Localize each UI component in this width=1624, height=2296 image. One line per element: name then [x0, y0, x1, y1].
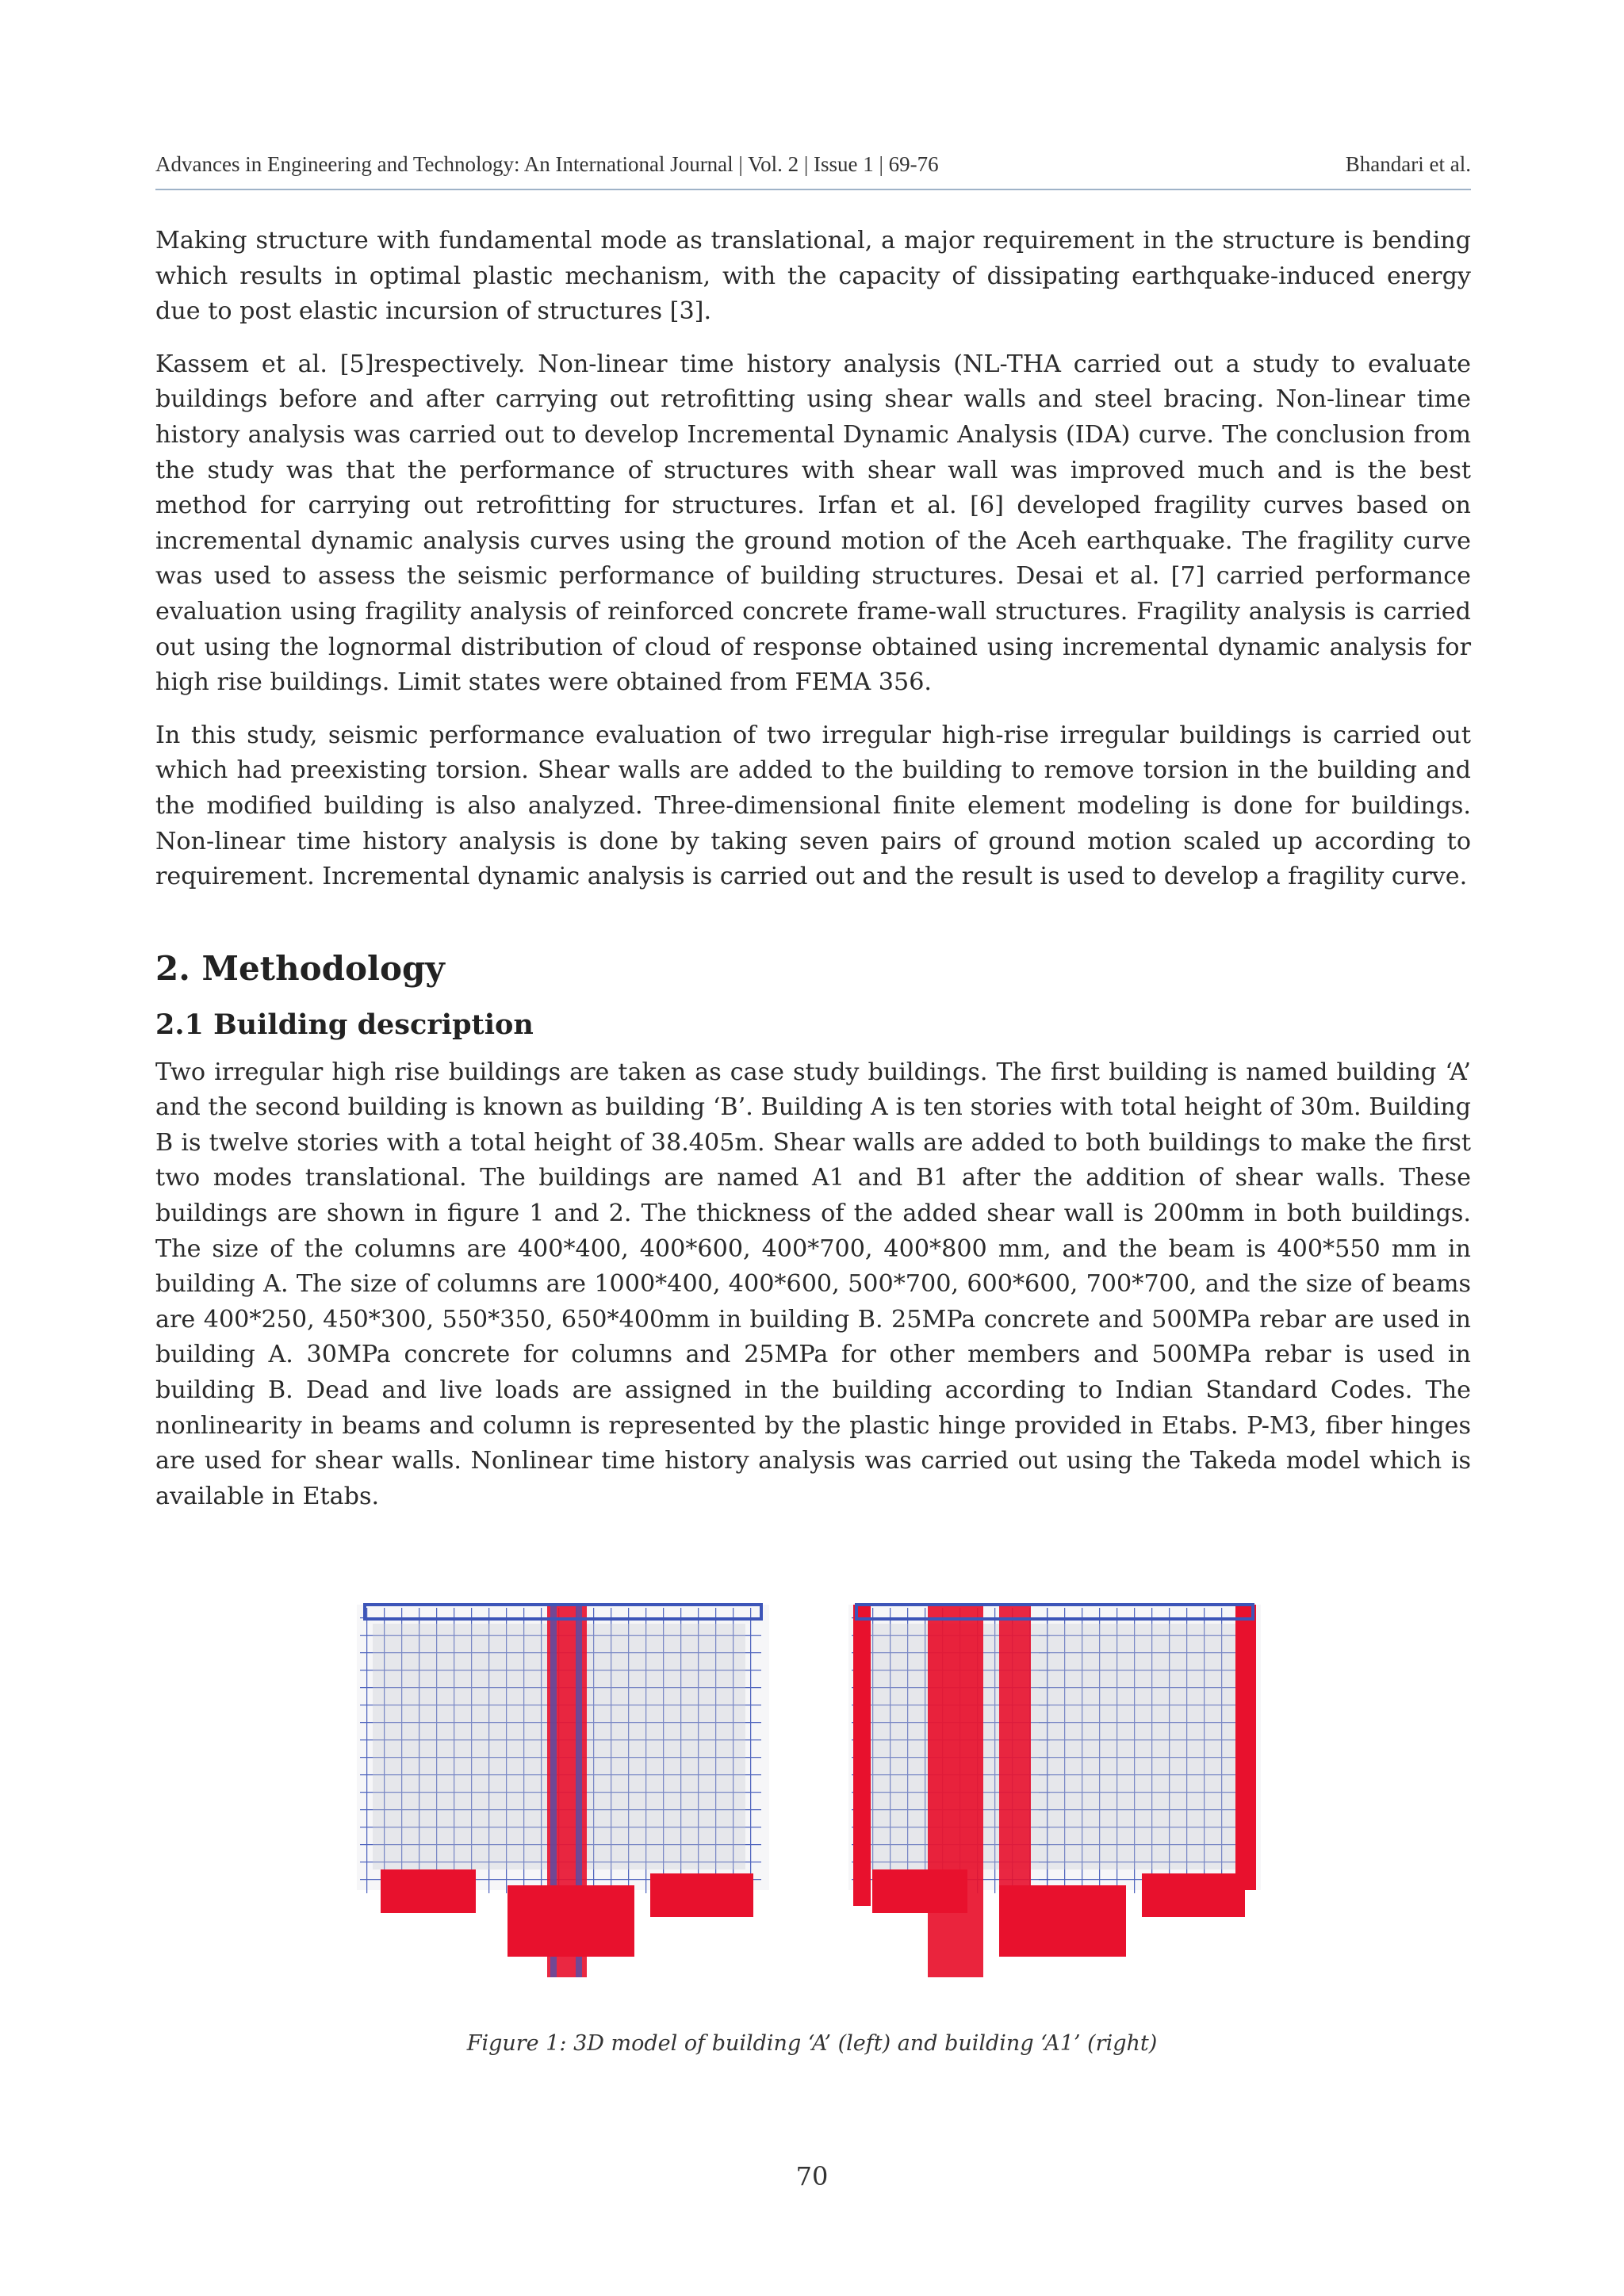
subsection-heading: 2.1 Building description — [155, 1008, 534, 1041]
page-number: 70 — [795, 2161, 829, 2191]
journal-citation: Advances in Engineering and Technology: An International Journal | Vol. 2 | Issue 1 | 69-76 — [155, 152, 939, 176]
section-heading: 2. Methodology — [155, 948, 445, 988]
building-a1-model — [848, 1605, 1261, 1977]
figure-label: Figure 1: — [466, 2031, 567, 2056]
figure-1 — [349, 1600, 1269, 2012]
paragraph-2: Kassem et al. [5]respectively. Non-linear time history analysis (NL-THA carried out a study to evaluate buildings before and after carrying out retrofitting using shear walls and steel bracing. Non-linear time history analysis was carried out to develop Incremental Dynamic Analysis (IDA) curve. The conclusion from the study was that the performance of structures with shear wall was improved much and is the best method for carrying out retrofitting for structures. Irfan et al. [6] developed fragility curves based on incremental dynamic analysis curves using the ground motion of the Aceh earthquake. The fragility curve was used to assess the seismic performance of building structures. Desai et al. [7] carried performance evaluation using fragility analysis of reinforced concrete frame-wall structures. Fragility analysis is carried out using the lognormal distribution of cloud of response obtained using incremental dynamic analysis for high rise buildings. Limit states were obtained from FEMA 356. — [155, 350, 1471, 697]
article-body — [155, 224, 1471, 1532]
building-a-model — [357, 1605, 769, 1977]
header-divider — [155, 189, 1471, 190]
paragraph-3: In this study, seismic performance evaluation of two irregular high-rise irregular buildings is carried out which had preexisting torsion. Shear walls are added to the building to remove torsion in the building and the modified building is also analyzed. Three-dimensional finite element modeling is done for buildings. Non-linear time history analysis is done by taking seven pairs of ground motion scaled up according to requirement. Incremental dynamic analysis is carried out and the result is used to develop a fragility curve. — [155, 721, 1471, 891]
running-header — [155, 152, 1471, 177]
author-running-head: Bhandari et al. — [1345, 152, 1471, 176]
figure-caption-text: 3D model of building ‘A’ (left) and building ‘A1’ (right) — [566, 2031, 1158, 2056]
paragraph-1: Making structure with fundamental mode as translational, a major requirement in the structure is bending which results in optimal plastic mechanism, with the capacity of dissipating earthquake-induced energy due to post elastic incursion of structures [3]. — [155, 227, 1471, 326]
building-models-illustration — [349, 1600, 1269, 2012]
figure-caption — [0, 2031, 1624, 2056]
paragraph-building-description: Two irregular high rise buildings are taken as case study buildings. The first building is named building ‘A’ and the second building is known as building ‘B’. Building A is ten stories with total height of 30m. Building B is twelve stories with a total height of 38.405m. Shear walls are added to both buildings to make the first two modes translational. The buildings are named A1 and B1 after the addition of shear walls. These buildings are shown in figure 1 and 2. The thickness of the added shear wall is 200mm in both buildings. The size of the columns are 400*400, 400*600, 400*700, 400*800 mm, and the beam is 400*550 mm in building A. The size of columns are 1000*400, 400*600, 500*700, 600*600, 700*700, and the size of beams are 400*250, 450*300, 550*350, 650*400mm in building B. 25MPa concrete and 500MPa rebar are used in building A. 30MPa concrete for columns and 25MPa for other members and 500MPa rebar is used in building B. Dead and live loads are assigned in the building according to Indian Standard Codes. The nonlinearity in beams and column is represented by the plastic hinge provided in Etabs. P-M3, fiber hinges are used for shear walls. Nonlinear time history analysis was carried out using the Takeda model which is available in Etabs. — [155, 1058, 1471, 1510]
